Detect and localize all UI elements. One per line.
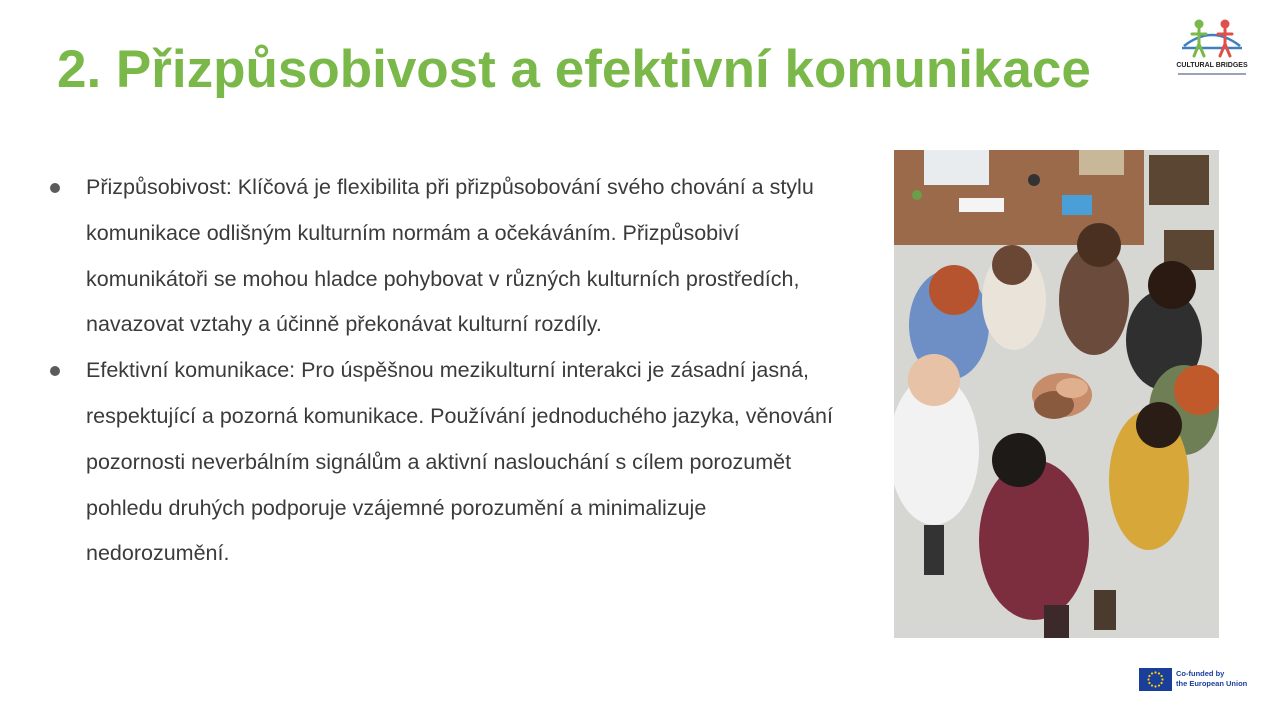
bullet-text: Přizpůsobivost: Klíčová je flexibilita při přizpůsobování svého chování a stylu komunikace odlišným kulturním normám a očekáváním. Přizpůsobiví komunikátoři se mohou hladce pohybovat v různých kulturních prostředích, navazovat vztahy a účinně překonávat kulturní rozdíly. [86, 175, 814, 337]
eu-star [1147, 678, 1149, 680]
team-hands-photo [894, 150, 1219, 638]
bullet-item-communication [48, 348, 838, 577]
eu-star [1161, 678, 1163, 680]
logo-tagline-bar [1178, 73, 1246, 75]
cultural-bridges-logo [1172, 16, 1252, 78]
two-people-bridge-logo-icon [1172, 16, 1252, 62]
logo-name: CULTURAL BRIDGES [1176, 62, 1248, 69]
eu-flag-icon [1139, 668, 1172, 691]
slide-title: 2. Přizpůsobivost a efektivní komunikace [57, 40, 1091, 99]
eu-star [1154, 671, 1156, 673]
bullet-text: Efektivní komunikace: Pro úspěšnou mezikulturní interakci je zásadní jasná, respektující a pozorná komunikace. Používání jednoduchého jazyka, věnování pozornosti neverbálním signálům a aktivní naslouchání s cílem porozumět pohledu druhých podporuje vzájemné porozumění a minimalizuje nedorozumění. [86, 358, 833, 566]
eu-star [1160, 675, 1162, 677]
bullet-list [48, 165, 838, 577]
eu-line-1: Co-funded by [1176, 669, 1225, 678]
eu-star [1148, 675, 1150, 677]
bullet-item-adaptability [48, 165, 838, 348]
eu-star [1158, 684, 1160, 686]
eu-star [1154, 685, 1156, 687]
bullet-icon [50, 366, 60, 376]
bullet-icon [50, 183, 60, 193]
eu-star [1158, 672, 1160, 674]
eu-line-2: the European Union [1176, 679, 1248, 688]
eu-star [1151, 672, 1153, 674]
eu-cofunded-text [1176, 669, 1247, 689]
eu-cofunded-badge [1139, 668, 1254, 692]
eu-star [1160, 682, 1162, 684]
eu-star [1151, 684, 1153, 686]
eu-star [1148, 682, 1150, 684]
